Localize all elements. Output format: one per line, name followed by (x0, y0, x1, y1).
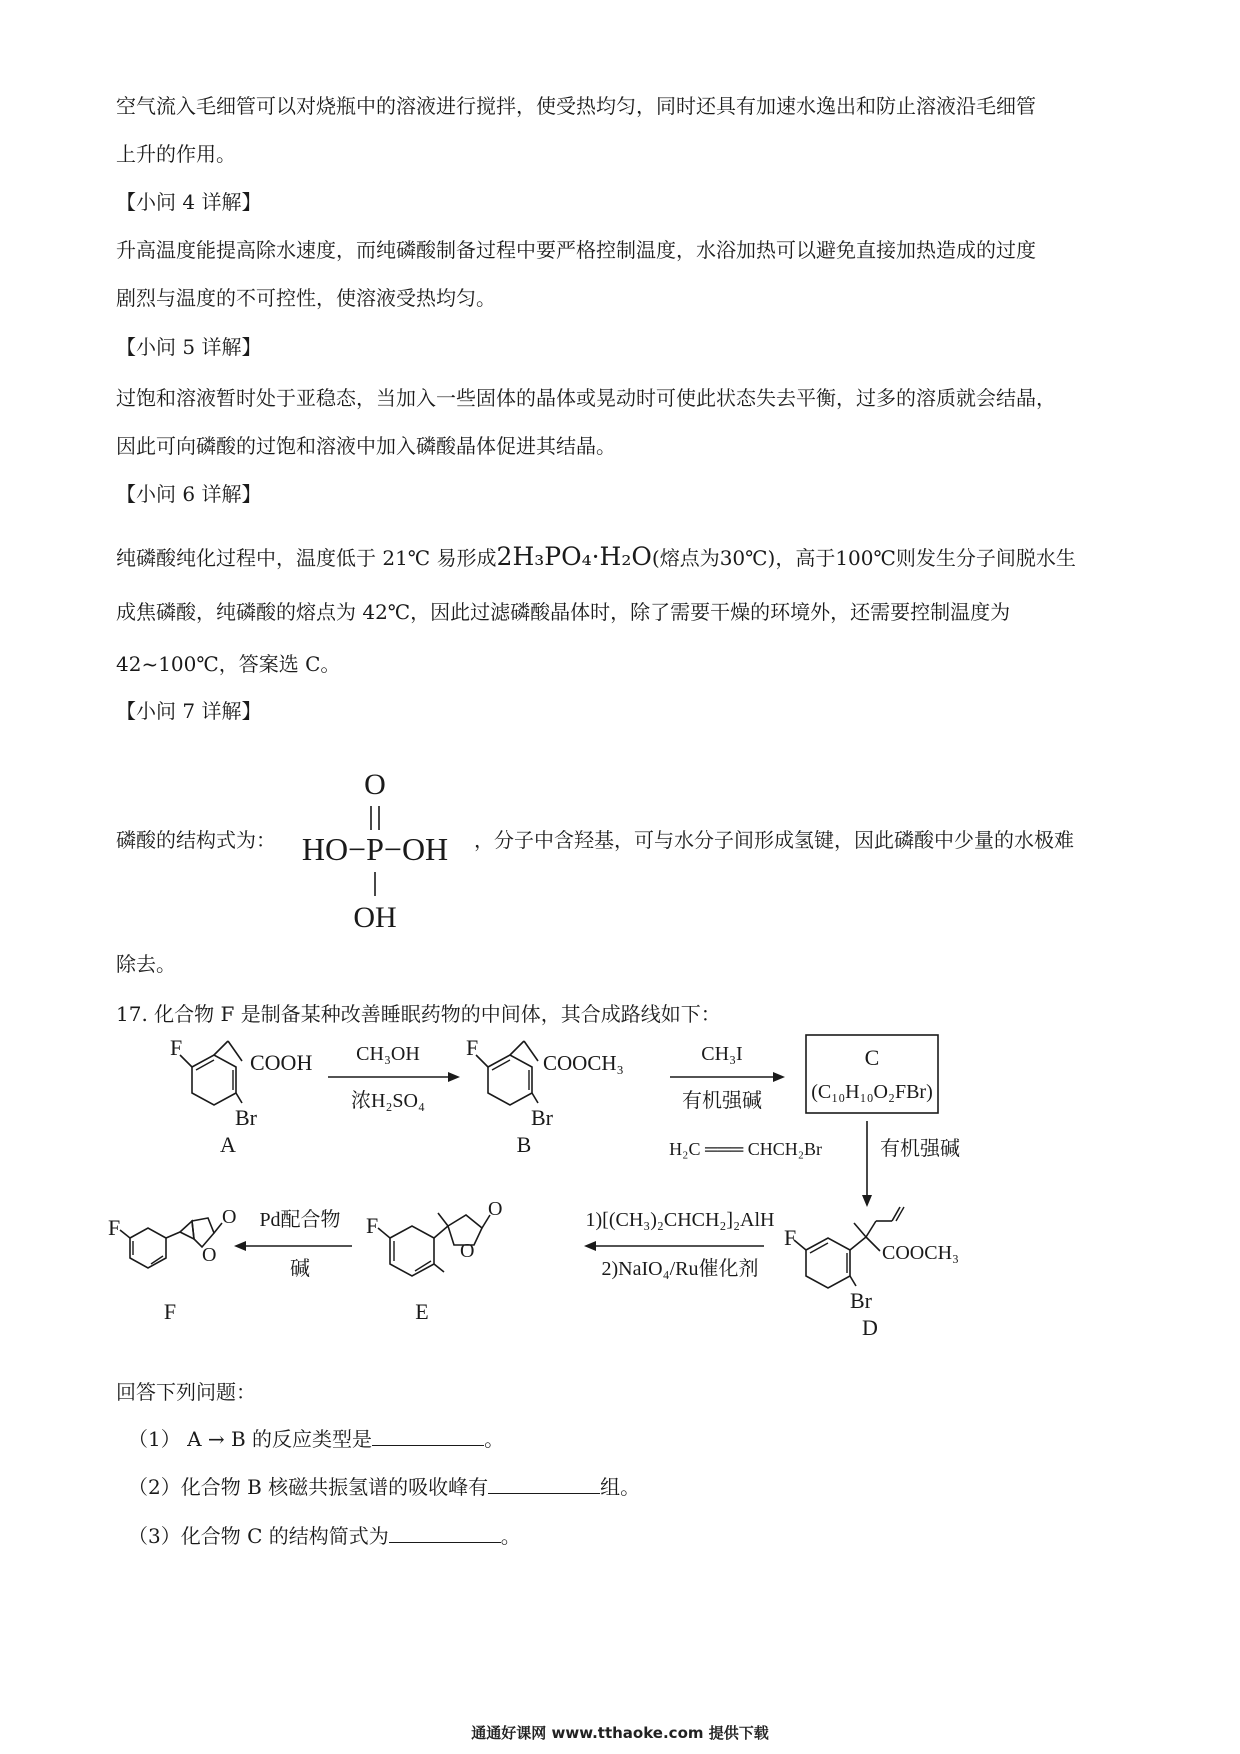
compound-c-box (806, 1035, 938, 1113)
compound-f-fluorine: F (108, 1215, 121, 1240)
paragraph-line: 成焦磷酸，纯磷酸的熔点为 42℃，因此过滤磷酸晶体时，除了需要干燥的环境外，还需要控制温度为 (116, 600, 1011, 624)
page-footer: 通通好课网 www.tthaoke.com 提供下载 (471, 1724, 769, 1742)
section-heading-q5: 【小问 5 详解】 (116, 335, 262, 359)
arrow-bc-condition: 有机强碱 (682, 1090, 762, 1112)
paragraph-line: 除去。 (116, 952, 176, 976)
compound-d-fluorine: F (784, 1225, 797, 1250)
section-heading-q6: 【小问 6 详解】 (116, 482, 262, 506)
sub-question-1-text: （1） A → B 的反应类型是 (128, 1427, 373, 1451)
compound-a-fluorine: F (170, 1035, 183, 1060)
compound-f (108, 1206, 236, 1324)
compound-e-fluorine: F (366, 1213, 379, 1238)
compound-b-ester: COOCH₃ (543, 1051, 624, 1075)
answer-intro: 回答下列问题： (116, 1380, 256, 1404)
paragraph-line: ，分子中含羟基，可与水分子间形成氢键，因此磷酸中少量的水极难 (474, 828, 1074, 852)
compound-d-ester: COOCH₃ (882, 1242, 959, 1264)
answer-blank-1[interactable] (372, 1425, 484, 1446)
compound-b-fluorine: F (466, 1035, 479, 1060)
structure-top-oxygen: O (364, 768, 386, 801)
sub-question-3-end: 。 (500, 1524, 521, 1548)
compound-c-label: C (864, 1045, 880, 1070)
structure-center-row: HO−P−OH (301, 831, 449, 867)
arrow-cd-condition: 有机强碱 (880, 1138, 960, 1160)
synthesis-scheme (108, 1035, 1110, 1340)
compound-e-label: E (415, 1299, 429, 1324)
answer-blank-2[interactable] (488, 1473, 600, 1494)
paragraph-line: 上升的作用。 (116, 142, 236, 166)
arrow-ab-condition: 浓H₂SO₄ (351, 1090, 425, 1112)
compound-c-formula: (C₁₀H₁₀O₂FBr) (811, 1081, 933, 1103)
compound-d-bromine: Br (850, 1288, 872, 1313)
compound-d-label: D (862, 1315, 878, 1340)
section-heading-q4: 【小问 4 详解】 (116, 190, 262, 214)
arrow-e-to-f (234, 1208, 352, 1280)
paragraph-line: 因此可向磷酸的过饱和溶液中加入磷酸晶体促进其结晶。 (116, 434, 616, 458)
sub-question-3-text: （3）化合物 C 的结构简式为 (128, 1524, 389, 1548)
compound-b-label: B (516, 1132, 532, 1157)
compound-b-bromine: Br (531, 1105, 553, 1130)
compound-a (170, 1035, 312, 1157)
arrow-cd-reagent: H₂C ═══ CHCH₂Br (669, 1139, 822, 1159)
arrow-ef-base: 碱 (290, 1258, 310, 1280)
paragraph-line: 剧烈与温度的不可控性，使溶液受热均匀。 (116, 286, 496, 310)
compound-e-carbonyl-o: O (488, 1198, 503, 1220)
arrow-c-to-d (669, 1121, 960, 1207)
compound-d (784, 1207, 959, 1340)
phosphoric-acid-structure (285, 762, 470, 942)
arrow-bc-reagent: CH₃I (701, 1043, 743, 1065)
structure-bottom-hydroxyl: OH (353, 901, 397, 934)
text-run: 纯磷酸纯化过程中，温度低于 21℃ 易形成 (116, 546, 497, 570)
compound-a-bromine: Br (235, 1105, 257, 1130)
arrow-de-reagent-1: 1)[(CH₃)₂CHCH₂]₂AlH (585, 1209, 775, 1231)
sub-question-2-text: （2）化合物 B 核磁共振氢谱的吸收峰有 (128, 1475, 489, 1499)
compound-a-label: A (220, 1132, 236, 1157)
question-17-stem: 17. 化合物 F 是制备某种改善睡眠药物的中间体，其合成路线如下： (116, 1002, 721, 1026)
arrow-d-to-e (584, 1209, 774, 1280)
paragraph-line: 空气流入毛细管可以对烧瓶中的溶液进行搅拌，使受热均匀，同时还具有加速水逸出和防止溶液沿毛细管 (116, 94, 1036, 118)
arrow-a-to-b (328, 1043, 460, 1112)
paragraph-line (116, 543, 1076, 572)
paragraph-line: 升高温度能提高除水速度，而纯磷酸制备过程中要严格控制温度，水浴加热可以避免直接加热造成的过度 (116, 238, 1036, 262)
sub-question-2-end: 组。 (600, 1475, 641, 1499)
compound-e (366, 1198, 502, 1324)
paragraph-line: 磷酸的结构式为： (116, 828, 276, 852)
arrow-ab-reagent: CH₃OH (356, 1043, 420, 1065)
sub-question-1 (128, 1425, 504, 1453)
compound-f-carbonyl-o: O (222, 1206, 237, 1228)
compound-a-cooh: COOH (250, 1050, 313, 1075)
arrow-de-reagent-2: 2)NaIO₄/Ru催化剂 (601, 1258, 759, 1280)
arrow-b-to-c (670, 1043, 785, 1112)
answer-blank-3[interactable] (389, 1522, 501, 1543)
paragraph-line: 42~100℃，答案选 C。 (116, 652, 341, 676)
sub-question-2 (128, 1473, 640, 1501)
section-heading-q7: 【小问 7 详解】 (116, 699, 262, 723)
sub-question-1-end: 。 (484, 1427, 505, 1451)
compound-e-ring-o: O (460, 1240, 475, 1262)
arrow-ef-catalyst: Pd配合物 (259, 1209, 341, 1231)
compound-b (466, 1035, 624, 1157)
hydrate-formula: 2H₃PO₄·H₂O (496, 542, 652, 571)
compound-f-label: F (163, 1299, 177, 1324)
text-run: (熔点为30℃)，高于100℃则发生分子间脱水生 (651, 546, 1076, 570)
paragraph-line: 过饱和溶液暂时处于亚稳态，当加入一些固体的晶体或晃动时可使此状态失去平衡，过多的溶质就会结晶， (116, 386, 1056, 410)
compound-f-ring-o: O (202, 1244, 217, 1266)
sub-question-3 (128, 1522, 521, 1550)
